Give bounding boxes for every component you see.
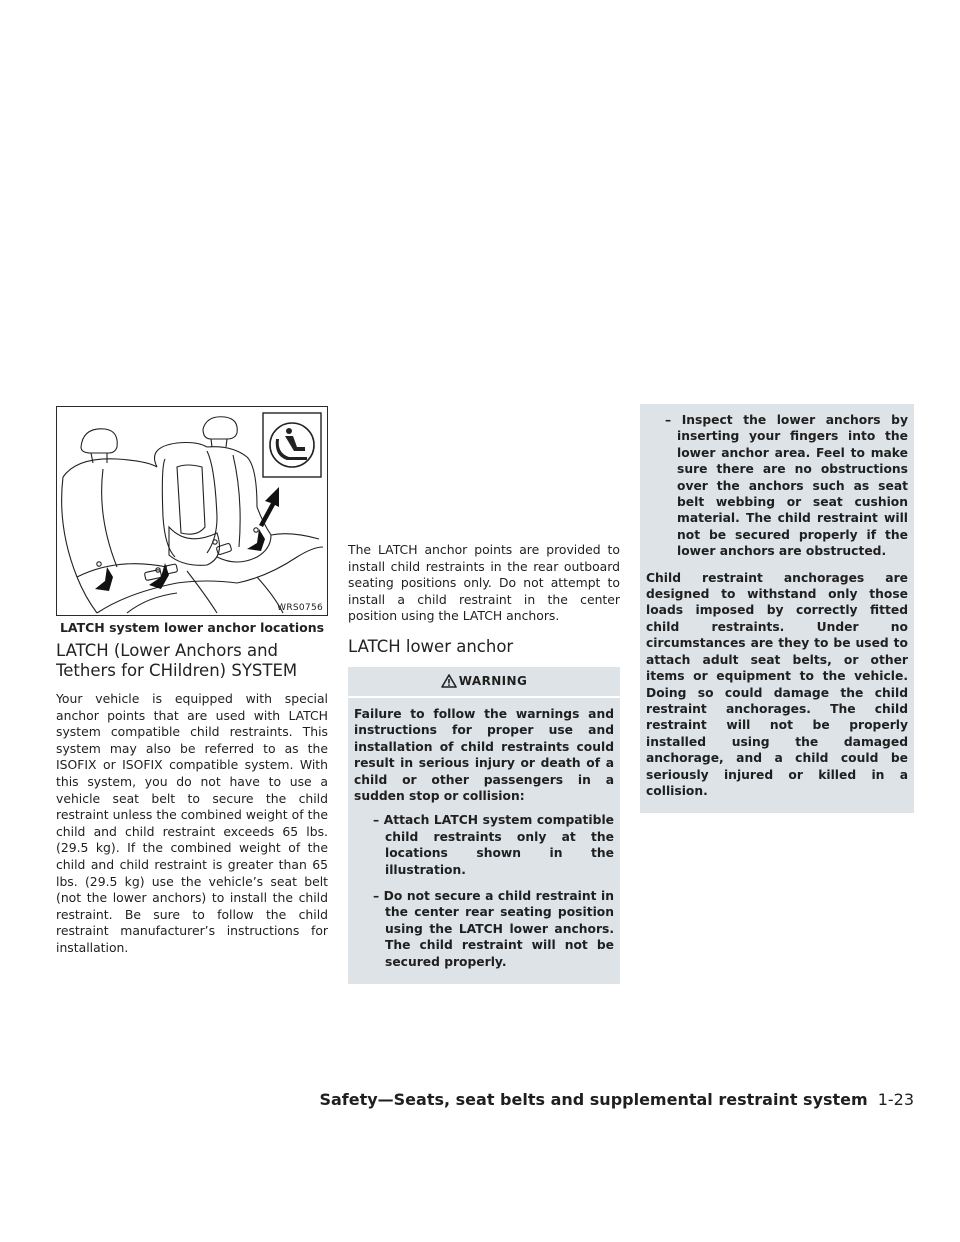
warning-box-continued	[640, 404, 914, 813]
seat-illustration	[56, 406, 328, 616]
anchor-points-paragraph: The LATCH anchor points are provided to install child restraints in the rear outboard seating positions only. Do not attempt to install a child restraint in the center position using the LATCH anchors.	[348, 542, 620, 624]
warning-item: – Do not secure a child restraint in the center rear seating position using the LATCH lower anchors. The child restraint will not be secured properly.	[373, 889, 614, 969]
warning-item: – Attach LATCH system compatible child restraints only at the locations shown in the illustration.	[373, 813, 614, 877]
warning-title: WARNING	[458, 673, 528, 688]
warning-box	[348, 667, 620, 984]
page-footer	[319, 1090, 914, 1109]
middle-column	[348, 406, 620, 984]
subsection-heading: LATCH lower anchor	[348, 636, 514, 656]
footer-section-title: Safety—Seats, seat belts and supplemental restraint system	[319, 1090, 868, 1109]
rear-seat-drawing	[57, 407, 327, 615]
warning-item: – Inspect the lower anchors by inserting your fingers into the lower anchor area. Feel to make sure there are no obstructions over the anchors such as seat belt webbing or seat cushion material. The child restraint will not be secured properly if the lower anchors are obstructed.	[665, 413, 908, 559]
warning-triangle-icon	[441, 674, 457, 688]
figure-caption: LATCH system lower anchor locations	[59, 620, 325, 635]
page-number: 1-23	[877, 1090, 914, 1109]
figure-id: WRS0756	[277, 603, 323, 613]
warning-header	[348, 667, 620, 698]
left-column	[56, 406, 328, 967]
intro-paragraph: Your vehicle is equipped with special anchor points that are used with LATCH system compatible child restraints. This system may also be referred to as the ISOFIX or ISOFIX compatible system. With this system, you do not have to use a vehicle seat belt to secure the child restraint unless the combined weight of the child and child restraint exceeds 65 lbs. (29.5 kg). If the combined weight of the child and child restraint is greater than 65 lbs. (29.5 kg) use the vehicle’s seat belt (not the lower anchors) to install the child restraint. Be sure to follow the child restraint manufacturer’s instructions for installation.	[56, 691, 328, 955]
right-column	[640, 404, 914, 813]
warning-lead: Failure to follow the warnings and instructions for proper use and installation of child restraints could result in serious injury or death of a child or other passengers in a sudden stop or collision:	[354, 706, 614, 803]
warning-closing: Child restraint anchorages are designed to withstand only those loads imposed by correctly fitted child restraints. Under no circumstances are they to be used to attach adult seat belts, or other items or equipment to the vehicle. Doing so could damage the child restraint anchorages. The child restraint will not be properly installed using the damaged anchorage, and a child could be seriously injured or killed in a collision.	[646, 570, 908, 798]
section-heading: LATCH (Lower Anchors and Tethers for CHildren) SYSTEM	[56, 641, 298, 680]
